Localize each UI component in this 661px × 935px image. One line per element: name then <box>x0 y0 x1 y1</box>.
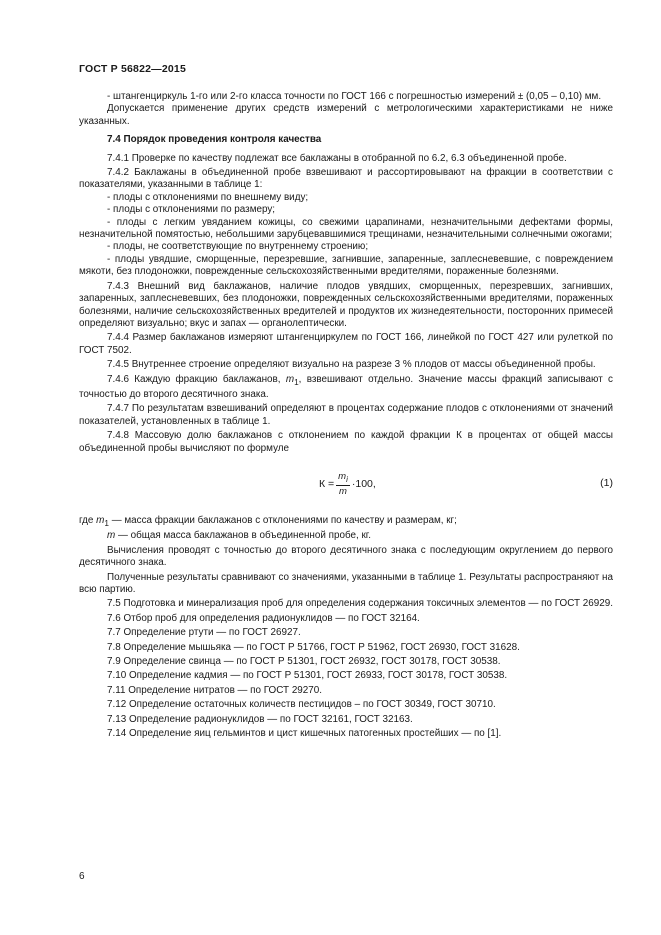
paragraph-7-4-8: 7.4.8 Массовую долю баклажанов с отклонением по каждой фракции К в процентах от общей массы объединенной пробы вычисляют по формуле <box>79 430 613 454</box>
where-line-m: m — общая масса баклажанов в объединенной пробе, кг. <box>107 530 371 542</box>
formula-lhs: К = <box>319 477 335 490</box>
paragraph-7-4-2: 7.4.2 Баклажаны в объединенной пробе взвешивают и рассортировывают на фракции в соответствии с показателями, указанными в таблице 1: <box>79 167 613 191</box>
paragraph-7-8: 7.8 Определение мышьяка — по ГОСТ Р 51766, ГОСТ Р 51962, ГОСТ 26930, ГОСТ 31628. <box>107 641 520 653</box>
formula-rhs: ·100, <box>351 477 376 490</box>
formula-number: (1) <box>600 476 613 489</box>
document-body <box>79 91 613 740</box>
list-item: - плоды с отклонениями по размеру; <box>107 204 276 216</box>
paragraph-calculation: Вычисления проводят с точностью до второго десятичного знака с последующим округлением до первого десятичного знака. <box>79 544 613 569</box>
formula-fraction <box>336 471 350 497</box>
paragraph-7-4-1: 7.4.1 Проверке по качеству подлежат все баклажаны в отобранной по 6.2, 6.3 объединенной пробе. <box>107 152 567 164</box>
paragraph-7-4-4: 7.4.4 Размер баклажанов измеряют штангенциркулем по ГОСТ 166, линейкой по ГОСТ 427 или рулеткой по ГОСТ 7502. <box>79 332 613 356</box>
paragraph-7-4-7: 7.4.7 По результатам взвешиваний определяют в процентах содержание плодов с отклонениями от значений показателей, установленных в таблице 1. <box>79 403 613 427</box>
page-number: 6 <box>79 871 85 882</box>
paragraph-7-10: 7.10 Определение кадмия — по ГОСТ Р 51301, ГОСТ 26933, ГОСТ 30178, ГОСТ 30538. <box>107 670 508 682</box>
paragraph-7-7: 7.7 Определение ртути — по ГОСТ 26927. <box>107 627 301 639</box>
variable-m: m <box>285 373 295 385</box>
subscript: 1 <box>294 377 299 387</box>
list-item: - плоды увядшие, сморщенные, перезревшие, загнившие, запаренные, заплесневевшие, с повреждением мякоти, без плодоножки, поврежденные сельскохозяйственными вредителями, пораженные болезнями. <box>79 253 613 278</box>
paragraph-7-6: 7.6 Отбор проб для определения радионуклидов — по ГОСТ 32164. <box>107 612 420 624</box>
paragraph-7-5: 7.5 Подготовка и минерализация проб для определения содержания токсичных элементов — по ГОСТ 26929. <box>107 598 613 610</box>
formula-denominator: m <box>339 485 347 497</box>
list-item: - плоды, не соответствующие по внутреннему строению; <box>107 241 369 253</box>
paragraph-results: Полученные результаты сравнивают со значениями, указанными в таблице 1. Результаты распространяют на всю партию. <box>79 571 613 595</box>
paragraph-other-instruments: Допускается применение других средств измерений с метрологическими характеристиками не ниже указанных. <box>79 103 613 127</box>
paragraph-7-9: 7.9 Определение свинца — по ГОСТ Р 51301, ГОСТ 26932, ГОСТ 30178, ГОСТ 30538. <box>107 655 501 667</box>
paragraph-7-13: 7.13 Определение радионуклидов — по ГОСТ 32161, ГОСТ 32163. <box>107 713 413 725</box>
paragraph-7-12: 7.12 Определение остаточных количеств пестицидов – по ГОСТ 30349, ГОСТ 30710. <box>107 699 496 711</box>
paragraph-7-4-5: 7.4.5 Внутреннее строение определяют визуально на разрезе 3 % плодов от массы объединенной пробы. <box>107 359 596 371</box>
formula-numerator: $m_i$ <box>338 470 348 484</box>
list-item: - плоды с легким увяданием кожицы, со свежими царапинами, незначительными дефектами формы, незначительной помятостью, небольшими зарубцевавшимися трещинами, незначительными солнечными ожогами; <box>79 216 613 241</box>
where-line-m1: где $m_1$ — масса фракции баклажанов с отклонениями по качеству и размерам, кг; <box>79 514 457 528</box>
paragraph-7-4-6: 7.4.6 Каждую фракцию баклажанов, $m_1$, взвешивают отдельно. Значение массы фракций записывают с точностью до второго десятичного знака. <box>79 373 613 400</box>
paragraph-7-4-3: 7.4.3 Внешний вид баклажанов, наличие плодов увядших, сморщенных, перезревших, загнивших, запаренных, заплесневевших, без плодоножки, поврежденных сельскохозяйственными вредителями, пораженных болезнями, наличие сельскохозяйственных вредителей и продуктов их жизнедеятельности, посторонних примесей определяют визуально; вкус и запах — органолептически. <box>79 280 613 329</box>
paragraph-7-11: 7.11 Определение нитратов — по ГОСТ 29270. <box>107 684 323 696</box>
paragraph-caliper: - штангенциркуль 1-го или 2-го класса точности по ГОСТ 166 с погрешностью измерений ± (0,05 – 0,10) мм. <box>107 91 602 102</box>
section-heading-7-4: 7.4 Порядок проведения контроля качества <box>107 134 322 146</box>
paragraph-7-14: 7.14 Определение яиц гельминтов и цист кишечных патогенных простейших — по [1]. <box>107 728 502 739</box>
document-header: ГОСТ Р 56822—2015 <box>79 63 187 75</box>
formula-expression <box>319 471 376 497</box>
list-item: - плоды с отклонениями по внешнему виду; <box>107 191 309 203</box>
formula-1 <box>79 465 613 509</box>
